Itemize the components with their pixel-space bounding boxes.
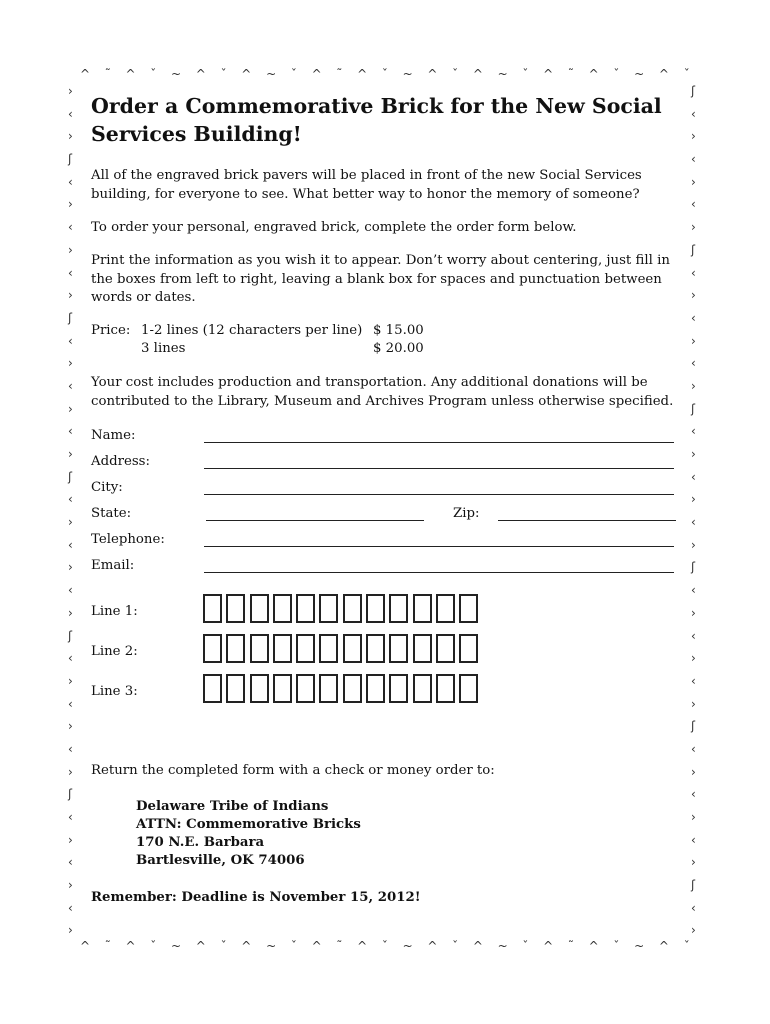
border-glyph: ›	[68, 560, 73, 575]
character-box[interactable]	[459, 594, 478, 623]
border-glyph: ‹	[691, 628, 696, 643]
border-glyph: ʃ	[691, 401, 696, 416]
border-glyph: ^	[357, 939, 368, 953]
return-instructions: Return the completed form with a check or money order to:	[91, 763, 495, 778]
border-glyph: ^	[241, 939, 252, 953]
decorative-border-top	[80, 66, 690, 82]
border-glyph: ›	[691, 651, 696, 666]
character-box[interactable]	[343, 594, 362, 623]
page-title: Order a Commemorative Brick for the New Social Services Building!	[91, 94, 662, 146]
zip-label: Zip:	[453, 506, 480, 521]
border-glyph: ‹	[68, 651, 73, 666]
character-box[interactable]	[436, 594, 455, 623]
telephone-field	[91, 532, 681, 552]
border-glyph: ˇ	[150, 67, 157, 81]
border-glyph: ›	[691, 696, 696, 711]
border-glyph: ›	[691, 447, 696, 461]
price-amount-1: $ 15.00	[373, 323, 424, 338]
border-glyph: ‹	[691, 469, 696, 484]
character-box[interactable]	[226, 674, 245, 703]
border-glyph: ˇ	[381, 939, 388, 953]
border-glyph: ˜	[567, 67, 574, 81]
character-box[interactable]	[319, 634, 338, 663]
border-glyph: ˇ	[220, 67, 227, 81]
price-amount-2: $ 20.00	[373, 341, 424, 356]
border-glyph: ‹	[691, 787, 696, 802]
zip-input-line[interactable]	[498, 519, 676, 521]
border-glyph: ›	[691, 764, 696, 779]
border-glyph: ~	[171, 67, 182, 81]
border-glyph: ^	[427, 67, 438, 81]
character-box[interactable]	[413, 674, 432, 703]
border-glyph: ‹	[691, 265, 696, 280]
address-label: Address:	[91, 454, 150, 469]
border-glyph: ^	[472, 939, 483, 953]
border-glyph: ›	[68, 84, 73, 98]
border-glyph: ~	[497, 939, 508, 953]
character-box[interactable]	[366, 674, 385, 703]
border-glyph: ˇ	[220, 939, 227, 953]
character-box[interactable]	[250, 594, 269, 623]
border-glyph: ˇ	[381, 67, 388, 81]
character-box[interactable]	[296, 634, 315, 663]
border-glyph: ›	[68, 356, 73, 371]
name-input-line[interactable]	[204, 441, 674, 443]
state-label: State:	[91, 506, 132, 521]
character-box[interactable]	[319, 594, 338, 623]
border-glyph: ›	[68, 447, 73, 461]
border-glyph: ›	[68, 197, 73, 212]
border-glyph: ^	[357, 67, 368, 81]
border-glyph: ˇ	[522, 939, 529, 953]
border-glyph: ˇ	[613, 67, 620, 81]
border-glyph: ˜	[567, 939, 574, 953]
border-glyph: ‹	[68, 378, 73, 393]
order-form	[91, 92, 674, 905]
border-glyph: ›	[68, 764, 73, 779]
cost-note-paragraph: Your cost includes production and transportation. Any additional donations will be contributed to the Library, Museum and Archives Program unless otherwise specified.	[91, 375, 674, 409]
border-glyph: ‹	[68, 810, 73, 824]
border-glyph: ‹	[68, 333, 73, 348]
intro-paragraph: All of the engraved brick pavers will be placed in front of the new Social Services building, for everyone to see. What better way to honor the memory of someone?	[91, 168, 642, 202]
border-glyph: ^	[125, 939, 136, 953]
border-glyph: ^	[311, 939, 322, 953]
border-glyph: ‹	[68, 900, 73, 915]
deadline-notice: Remember: Deadline is November 15, 2012!	[91, 890, 421, 905]
telephone-label: Telephone:	[91, 532, 165, 547]
border-glyph: ˇ	[683, 67, 690, 81]
price-option-2: 3 lines	[141, 341, 186, 356]
character-box[interactable]	[389, 634, 408, 663]
line-2-label: Line 2:	[91, 644, 138, 659]
border-glyph: ‹	[68, 696, 73, 711]
border-glyph: ‹	[68, 174, 73, 189]
border-glyph: ʃ	[691, 560, 696, 575]
engraving-line-1	[91, 594, 681, 628]
border-glyph: ‹	[68, 583, 73, 598]
border-glyph: ‹	[691, 832, 696, 847]
border-glyph: ‹	[68, 265, 73, 280]
border-glyph: ^	[311, 67, 322, 81]
border-glyph: ›	[691, 378, 696, 393]
character-box[interactable]	[273, 674, 292, 703]
border-glyph: ‹	[691, 197, 696, 212]
border-glyph: ~	[634, 939, 645, 953]
address-city: Bartlesville, OK 74006	[136, 853, 305, 868]
border-glyph: ›	[691, 537, 696, 552]
city-input-line[interactable]	[204, 493, 674, 495]
character-box[interactable]	[203, 594, 222, 623]
mailing-address	[136, 798, 361, 870]
border-glyph: ›	[68, 923, 73, 938]
border-glyph: ›	[68, 832, 73, 847]
engraving-line-2	[91, 634, 681, 668]
address-org: Delaware Tribe of Indians	[136, 799, 329, 814]
border-glyph: ʃ	[691, 242, 696, 257]
character-box[interactable]	[203, 634, 222, 663]
state-zip-field	[91, 506, 681, 526]
border-glyph: ~	[171, 939, 182, 953]
character-box[interactable]	[436, 674, 455, 703]
character-box[interactable]	[413, 634, 432, 663]
border-glyph: ‹	[68, 220, 73, 235]
border-glyph: ^	[588, 939, 599, 953]
telephone-input-line[interactable]	[204, 545, 674, 547]
border-glyph: ›	[68, 605, 73, 620]
border-glyph: ›	[691, 492, 696, 507]
address-street: 170 N.E. Barbara	[136, 835, 265, 850]
border-glyph: ‹	[691, 106, 696, 121]
border-glyph: ˇ	[522, 67, 529, 81]
address-field	[91, 454, 681, 474]
border-glyph: ›	[68, 401, 73, 416]
line-1-label: Line 1:	[91, 604, 138, 619]
email-input-line[interactable]	[204, 571, 674, 573]
border-glyph: ~	[266, 939, 277, 953]
border-glyph: ‹	[68, 855, 73, 870]
instruction-paragraph: To order your personal, engraved brick, complete the order form below.	[91, 220, 577, 235]
border-glyph: ‹	[68, 537, 73, 552]
border-glyph: ‹	[691, 356, 696, 371]
border-glyph: ^	[472, 67, 483, 81]
character-box[interactable]	[366, 594, 385, 623]
border-glyph: ›	[691, 220, 696, 235]
border-glyph: ‹	[691, 424, 696, 439]
character-box[interactable]	[343, 674, 362, 703]
border-glyph: ›	[691, 288, 696, 303]
character-box[interactable]	[413, 594, 432, 623]
border-glyph: ›	[68, 719, 73, 734]
character-box[interactable]	[226, 634, 245, 663]
character-box[interactable]	[319, 674, 338, 703]
border-glyph: ‹	[68, 424, 73, 439]
border-glyph: ‹	[691, 152, 696, 167]
price-label: Price:	[91, 323, 131, 338]
email-label: Email:	[91, 558, 135, 573]
border-glyph: ^	[427, 939, 438, 953]
border-glyph: ›	[68, 515, 73, 530]
border-glyph: ʃ	[68, 469, 73, 484]
character-box[interactable]	[250, 674, 269, 703]
character-box[interactable]	[273, 634, 292, 663]
border-glyph: ˇ	[452, 939, 459, 953]
border-glyph: ›	[691, 855, 696, 870]
border-glyph: ^	[658, 939, 669, 953]
name-field	[91, 428, 681, 448]
border-glyph: ʃ	[691, 878, 696, 893]
line-3-label: Line 3:	[91, 684, 138, 699]
character-box[interactable]	[296, 674, 315, 703]
address-input-line[interactable]	[204, 467, 674, 469]
name-label: Name:	[91, 428, 136, 443]
character-box[interactable]	[250, 634, 269, 663]
price-option-1: 1-2 lines (12 characters per line)	[141, 323, 363, 338]
border-glyph: ‹	[68, 106, 73, 121]
border-glyph: ~	[266, 67, 277, 81]
border-glyph: ›	[691, 605, 696, 620]
border-glyph: ʃ	[691, 84, 696, 98]
border-glyph: ›	[691, 129, 696, 144]
border-glyph: ^	[195, 67, 206, 81]
border-glyph: ›	[691, 810, 696, 824]
character-box[interactable]	[436, 634, 455, 663]
border-glyph: ʃ	[691, 719, 696, 734]
border-glyph: ^	[80, 67, 91, 81]
border-glyph: ˇ	[613, 939, 620, 953]
border-glyph: ‹	[691, 673, 696, 688]
border-glyph: ^	[80, 939, 91, 953]
border-glyph: ›	[691, 333, 696, 348]
character-box[interactable]	[273, 594, 292, 623]
border-glyph: ˇ	[290, 939, 297, 953]
border-glyph: ˇ	[452, 67, 459, 81]
decorative-border-left	[68, 84, 82, 938]
character-box[interactable]	[203, 674, 222, 703]
border-glyph: ›	[691, 923, 696, 938]
border-glyph: ʃ	[68, 310, 73, 325]
email-field	[91, 558, 681, 578]
line-2-boxes	[203, 634, 483, 663]
character-box[interactable]	[459, 634, 478, 663]
border-glyph: ʃ	[68, 628, 73, 643]
city-field	[91, 480, 681, 500]
character-box[interactable]	[226, 594, 245, 623]
border-glyph: ^	[543, 939, 554, 953]
character-box[interactable]	[366, 634, 385, 663]
border-glyph: ^	[658, 67, 669, 81]
border-glyph: ~	[402, 67, 413, 81]
line-1-boxes	[203, 594, 483, 623]
border-glyph: ʃ	[68, 787, 73, 802]
border-glyph: ^	[543, 67, 554, 81]
border-glyph: ˜	[104, 67, 111, 81]
character-box[interactable]	[459, 674, 478, 703]
border-glyph: ʃ	[68, 152, 73, 167]
border-glyph: ˜	[336, 67, 343, 81]
border-glyph: ˇ	[150, 939, 157, 953]
border-glyph: ^	[125, 67, 136, 81]
border-glyph: ˜	[104, 939, 111, 953]
border-glyph: ‹	[691, 310, 696, 325]
engraving-line-3	[91, 674, 681, 708]
border-glyph: ˇ	[683, 939, 690, 953]
print-note-paragraph: Print the information as you wish it to appear. Don’t worry about centering, just fill in the boxes from left to right, leaving a blank box for spaces and punctuation between words or dates.	[91, 253, 670, 305]
character-box[interactable]	[343, 634, 362, 663]
border-glyph: ^	[588, 67, 599, 81]
address-attn: ATTN: Commemorative Bricks	[136, 817, 361, 832]
border-glyph: ˇ	[290, 67, 297, 81]
state-input-line[interactable]	[206, 519, 424, 521]
border-glyph: ›	[68, 288, 73, 303]
border-glyph: ‹	[68, 741, 73, 756]
border-glyph: ›	[68, 673, 73, 688]
character-box[interactable]	[389, 594, 408, 623]
border-glyph: ‹	[691, 741, 696, 756]
border-glyph: ˜	[336, 939, 343, 953]
city-label: City:	[91, 480, 123, 495]
border-glyph: ‹	[691, 583, 696, 598]
border-glyph: ›	[68, 878, 73, 893]
border-glyph: ›	[68, 129, 73, 144]
border-glyph: ‹	[68, 492, 73, 507]
border-glyph: ›	[68, 242, 73, 257]
border-glyph: ‹	[691, 515, 696, 530]
border-glyph: ^	[241, 67, 252, 81]
border-glyph: ‹	[691, 900, 696, 915]
border-glyph: ›	[691, 174, 696, 189]
decorative-border-bottom	[80, 938, 690, 954]
character-box[interactable]	[389, 674, 408, 703]
line-3-boxes	[203, 674, 483, 703]
border-glyph: ~	[402, 939, 413, 953]
decorative-border-right	[691, 84, 705, 938]
border-glyph: ^	[195, 939, 206, 953]
border-glyph: ~	[634, 67, 645, 81]
character-box[interactable]	[296, 594, 315, 623]
border-glyph: ~	[497, 67, 508, 81]
